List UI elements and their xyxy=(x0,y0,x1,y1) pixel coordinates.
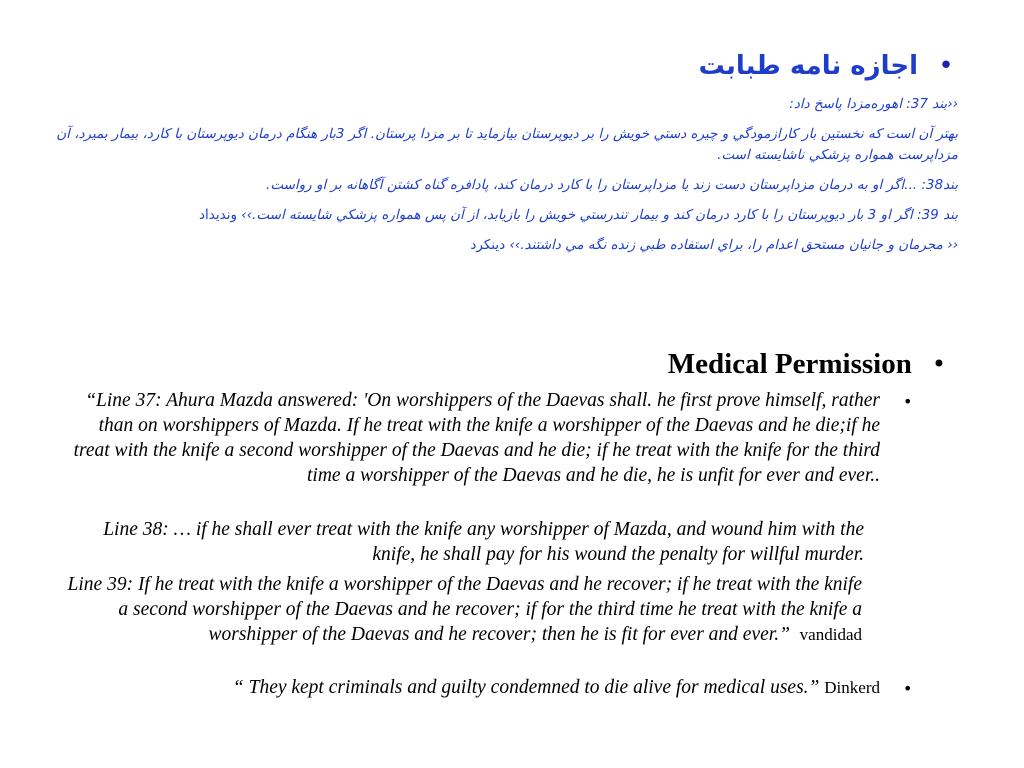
bullet-icon: • xyxy=(931,350,946,378)
english-line-39-source: vandidad xyxy=(799,625,862,644)
persian-line-37-body: بهتر آن است که نخستين بار کارازمودگي و چيره دستي خويش را بر ديوپرستان بيازمايد تا بر مزدا پرستان. اگر 3بار هنگام درمان ديوپرستان با کارد، بيمار بميرد، آن مزداپرست همواره پزشكي ناشايسته است. xyxy=(56,126,958,163)
persian-dinkard-text: ‹‹ مجرمان و جانيان مستحق اعدام را، براي استفاده طبي زنده نگه مي داشتند.›› xyxy=(505,237,958,253)
sub-bullet-icon: • xyxy=(903,679,913,698)
persian-lines xyxy=(40,94,970,256)
english-line-38: Line 38: … if he shall ever treat with the knife any worshipper of Mazda, and wound him with the knife, he shall pay for his wound the penalty for willful murder. xyxy=(103,519,864,565)
english-line-37: “Line 37: Ahura Mazda answered: 'On worshippers of the Daevas shall. he first prove himself, rather than on worshippers of Mazda. If he treat with the knife a worshipper of the Daevas and he die;if he treat with the knife a second worshipper of the Daevas and he die; if he treat with the knife for the third time a worshipper of the Daevas and he die, he is unfit for ever and ever.. xyxy=(73,390,880,486)
english-heading-row xyxy=(668,344,946,384)
persian-line-37-intro: ‹‹بند 37: اهورەمزدا پاسخ داد: xyxy=(789,96,958,112)
persian-dinkard-line xyxy=(40,235,958,256)
persian-heading-row xyxy=(40,44,960,88)
persian-line-38: بند38: ...اگر او به درمان مزداپرستان دست زند يا مزداپرستان را با كارد درمان كند، پادافره گناه كشتن آگاهانه بر او رواست. xyxy=(266,177,958,193)
persian-section xyxy=(40,44,970,265)
bullet-icon: • xyxy=(938,51,954,81)
english-dinkard-text: “ They kept criminals and guilty condemned to die alive for medical uses.” xyxy=(232,677,825,698)
persian-line-39 xyxy=(40,205,958,226)
english-line-39 xyxy=(58,572,862,647)
english-heading: Medical Permission xyxy=(667,347,912,380)
persian-heading: اجازه نامه طبابت xyxy=(698,51,918,81)
persian-line-39-text: بند 39: اگر او 3 بار ديوپرستان را با كارد درمان كند و بيمار تندرستي خويش را بازيابد، از آن پس همواره پزشكي شايسته است.›› xyxy=(237,207,958,223)
persian-line-39-source: ونديداد xyxy=(199,207,238,223)
persian-dinkard-source: دينكرد xyxy=(470,237,506,253)
english-dinkard-source: Dinkerd xyxy=(824,678,880,697)
sub-bullet-icon: • xyxy=(903,392,913,411)
english-dinkard xyxy=(64,675,880,700)
english-line-39-text: Line 39: If he treat with the knife a worshipper of the Daevas and he recover; if he treat with the knife a second worshipper of the Daevas and he recover; if for the third time he treat with the knife a worshipper of the Daevas and he recover; then he is fit for ever and ever.” xyxy=(67,574,862,645)
